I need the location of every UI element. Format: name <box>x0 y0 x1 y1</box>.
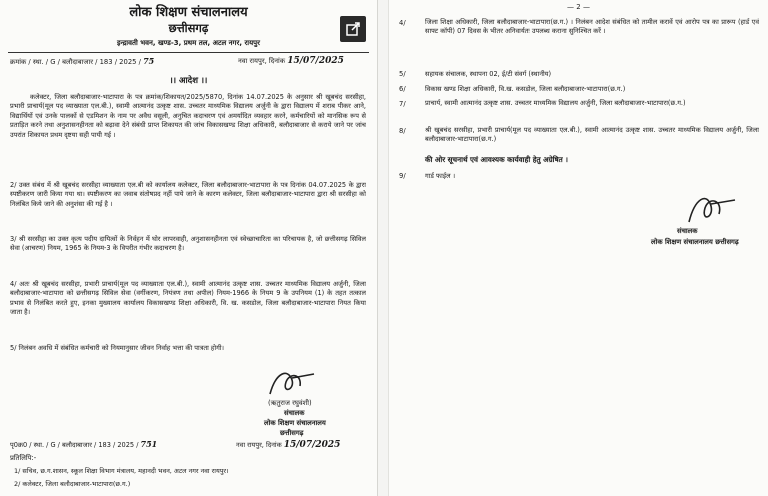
forwarding-note: की ओर सूचनार्थ एवं आवश्यक कार्यवाही हेतु अग्रेषित । <box>425 155 568 164</box>
item-number-8: 8/ <box>399 127 406 135</box>
signatory-title: संचालक <box>284 409 305 417</box>
signatory-state: छत्तीसगढ़ <box>280 429 304 437</box>
order-page-2 <box>388 0 768 496</box>
copy-item-2: 2/ कलेक्टर, जिला बलौदाबाजार-भाटापारा(छ.ग.) <box>14 480 131 488</box>
order-title: ।। आदेश ।। <box>169 76 208 86</box>
item-number-6: 6/ <box>399 85 406 93</box>
item-text-7: प्राचार्य, स्वामी आत्मानंद उत्कृष्ट शास. उच्चतर माध्यमिक विद्यालय अर्जुनी, जिला बलौदाबाजार-भाटापारा(छ.ग.) <box>425 99 686 107</box>
endorsement-reference: पृ0क्र0 / स्था. / G / बलौदाबाजार / 183 / 2025 / 751 <box>10 439 158 449</box>
order-date: नवा रायपुर, दिनांक 15/07/2025 <box>238 56 344 66</box>
signatory-org: लोक शिक्षण संचालनालय <box>264 419 326 427</box>
item-text-6: विकास खण्ड शिक्षा अधिकारी, वि.ख. कसडोल, जिला बलौदाबाजार-भाटापारा(छ.ग.) <box>425 85 626 93</box>
copy-item-1: 1/ सचिव, छ.ग.शासन, स्कूल शिक्षा विभाग मंत्रालय, महानदी भवन, अटल नगर नवा रायपुर। <box>14 467 229 475</box>
item-text-5: सहायक संचालक, स्थापना 02, ई/टी संवर्ग (स्थानीय) <box>425 70 552 78</box>
state-title: छत्तीसगढ़ <box>168 21 209 35</box>
signatory-org: लोक शिक्षण संचालनालय छत्तीसगढ़ <box>651 238 739 246</box>
item-text-8: श्री खूबचंद सरसीहा, प्रभारी प्राचार्य(मूल पद व्याख्याता एल.बी.), स्वामी आत्मानंद उत्कृष्ट शास. उच्चतर माध्यमिक विद्यालय अर्जुनी, जिला बलौदाबाजार-भाटापारा(छ.ग.) <box>425 126 759 144</box>
signatory-name: (ऋतुराज रघुवंशी) <box>268 399 312 407</box>
item-number-7: 7/ <box>399 100 406 108</box>
item-number-9: 9/ <box>399 172 406 180</box>
reference-number: क्रमांक / स्था. / G / बलौदाबाजार / 183 / 2025 / 75 <box>10 56 155 66</box>
endorsement-date: नवा रायपुर, दिनांक 15/07/2025 <box>236 440 341 450</box>
signature-mark <box>679 188 739 230</box>
order-page-1 <box>0 0 378 496</box>
item-number-5: 5/ <box>399 70 406 78</box>
org-address: इन्द्रावती भवन, खण्ड-3, प्रथम तल, अटल नगर, रायपुर <box>116 39 261 47</box>
header-rule <box>8 52 369 53</box>
signature-mark <box>262 364 322 400</box>
order-paragraph-2: 2/ उक्त संबंध में श्री खूबचंद सरसीहा व्याख्याता एल.बी को कार्यालय कलेक्टर, जिला बलौदाबाजार-भाटापारा के पत्र दिनांक 04.07.2025 के द्वारा स्पष्टीकरण जारी किया गया था। स्पष्टीकरण का जवाब संतोषप्रद नहीं पाये जाने के कारण कलेक्टर, जिला बलौदाबाजार-भाटापारा द्वारा श्री सरसीहा को निलंबित किये जाने की अनुशंसा की गई है । <box>10 181 366 208</box>
item-text-4: जिला शिक्षा अधिकारी, जिला बलौदाबाजार-भाटापारा(छ.ग.) । निलंबन आदेश संबंधित को तामील करावें एवं आरोप पत्र का प्रारूप (हार्ड एवं साफ्ट कॉपी) 07 दिवस के भीतर अनिवार्यतः उपलब्ध कराना सुनिश्चित करें । <box>425 18 759 36</box>
item-number-4: 4/ <box>399 19 406 27</box>
org-title: लोक शिक्षण संचालनालय <box>129 5 248 20</box>
order-paragraph-4: 4/ अतः श्री खूबचंद सरसीहा, प्रभारी प्राचार्य(मूल पद व्याख्याता एल.बी.), स्वामी आत्मानंद उत्कृष्ट शास. उच्चतर माध्यमिक विद्यालय अर्जुनी, जिला बलौदाबाजार-भाटापारा को छत्तीसगढ़ सिविल सेवा (वर्गीकरण, नियंत्रण तथा अपील) नियम-1966 के नियम 9 के उपनियम (1) के तहत तत्काल प्रभाव से निलंबित करते हुए, इनका मुख्यालय कार्यालय विकासखण्ड शिक्षा अधिकारी, वि. ख. कसडोल, जिला बलौदाबाजार-भाटापारा नियत किया जाता है। <box>10 280 366 317</box>
page-number: — 2 — <box>567 3 590 11</box>
order-paragraph-5: 5/ निलंबन अवधि में संबंधित कर्मचारी को नियमानुसार जीवन निर्वाह भत्ता की पात्रता होगी। <box>10 344 225 352</box>
item-text-9: गार्ड फाईल । <box>425 172 456 180</box>
open-external-button[interactable] <box>340 16 366 42</box>
order-paragraph-1: कलेक्टर, जिला बलौदाबाजार-भाटापारा के पत्र क्रमांक/शिकायत/2025/5870, दिनांक 14.07.2025 के अनुसार श्री खूबचंद सरसीहा, प्रभारी प्राचार्य(मूल पद व्याख्याता एल.बी.), स्वामी आत्मानंद उत्कृष्ट शास. उच्चतर माध्यमिक विद्यालय अर्जुनी के द्वारा विद्यालय में शराब पीकर आने, विद्यार्थियों एवं उनके पालकों से एडमिशन के नाम पर अवैध वसूली, अनुचित कदाचरण एवं अमर्यादित व्यवहार करने, कर्मचारियों को मानसिक रूप से प्रताड़ित करने तथा अनुशासनहीनता को बढ़ावा देने संबंधी प्राप्त शिकायत की जांच विकासखण्ड शिक्षा अधिकारी, बलौदाबाजार से कराये जाने पर जांच उपरांत शिकायत प्रथम दृष्टया सही पायी गई । <box>10 93 366 139</box>
copy-label: प्रतिलिपि:- <box>10 454 37 462</box>
order-paragraph-3: 3/ श्री सरसीहा का उक्त कृत्य पदीय दायित्वों के निर्वहन में घोर लापरवाही, अनुशासनहीनता एवं स्वेच्छाचारिता का परिचायक है, जो छत्तीसगढ़ सिविल सेवा (आचरण) नियम, 1965 के नियम-3 के विपरीत गंभीर कदाचरण है। <box>10 235 366 253</box>
external-link-icon <box>340 16 366 42</box>
signatory-title: संचालक <box>677 227 698 235</box>
